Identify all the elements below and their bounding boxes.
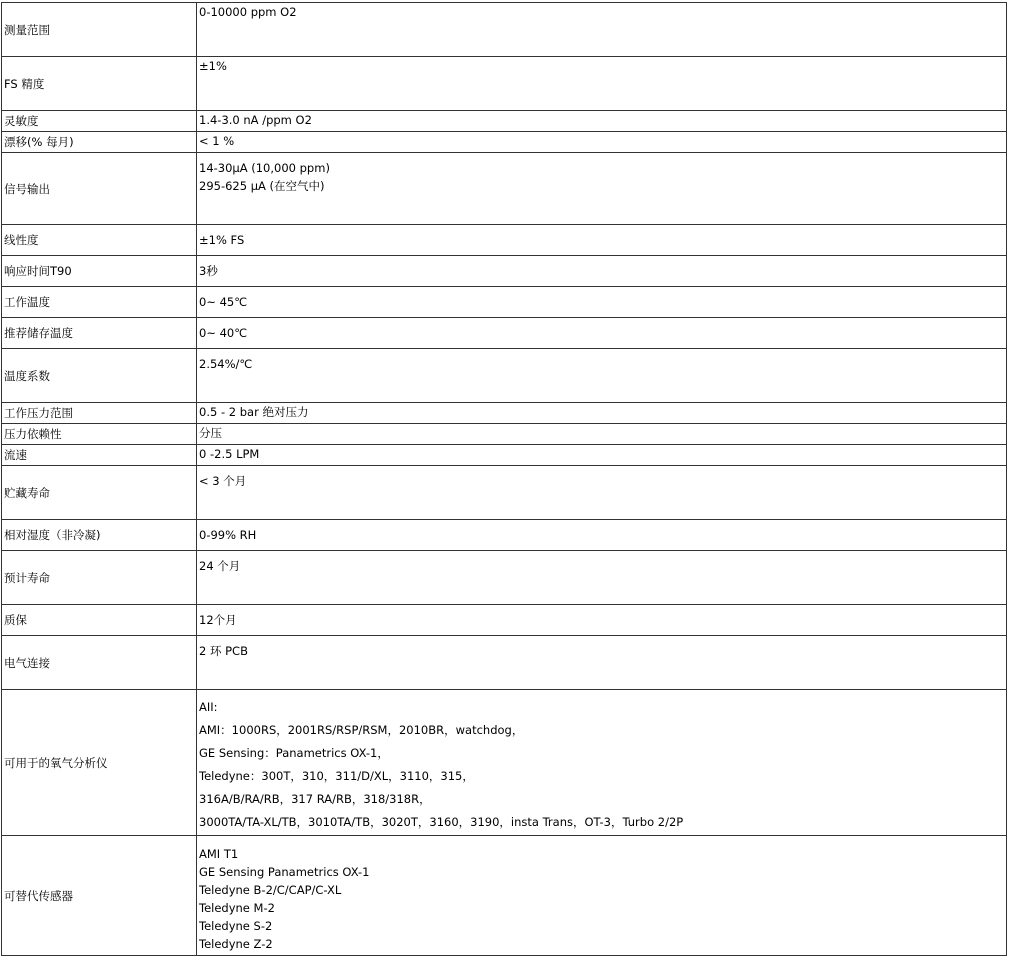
row-label: 流速 xyxy=(2,445,197,466)
value-line: 0.5 - 2 bar 绝对压力 xyxy=(199,405,309,419)
row-label: 贮藏寿命 xyxy=(2,466,197,520)
value-line: 分压 xyxy=(199,426,222,440)
table-row xyxy=(2,466,1007,520)
value-line: ±1% xyxy=(199,59,227,73)
row-label: 预计寿命 xyxy=(2,551,197,605)
value-line: 0~ 40℃ xyxy=(199,326,248,340)
row-label: 压力依赖性 xyxy=(2,424,197,445)
row-value xyxy=(197,636,1007,690)
row-label: 工作温度 xyxy=(2,287,197,318)
value-line: 24 个月 xyxy=(199,559,241,573)
row-value xyxy=(197,318,1007,349)
row-label: 可用于的氧气分析仪 xyxy=(2,690,197,836)
row-value xyxy=(197,225,1007,256)
value-line: 316A/B/RA/RB，317 RA/RB，318/318R， xyxy=(199,792,431,806)
value-line: AMI：1000RS，2001RS/RSP/RSM，2010BR，watchdog， xyxy=(199,723,524,737)
row-value xyxy=(197,287,1007,318)
row-label: 相对湿度（非冷凝) xyxy=(2,520,197,551)
table-row xyxy=(2,836,1007,956)
value-line: 0-99% RH xyxy=(199,528,257,542)
table-row xyxy=(2,256,1007,287)
value-line: Teledyne B-2/C/CAP/C-XL xyxy=(199,883,342,897)
table-row xyxy=(2,318,1007,349)
value-line: 295-625 µA (在空气中) xyxy=(199,179,325,193)
row-label: 测量范围 xyxy=(2,3,197,57)
spec-table xyxy=(1,2,1007,956)
table-row xyxy=(2,132,1007,153)
row-value xyxy=(197,424,1007,445)
row-label: 质保 xyxy=(2,605,197,636)
row-label: 灵敏度 xyxy=(2,111,197,132)
value-line: AMI T1 xyxy=(199,847,239,861)
table-row xyxy=(2,424,1007,445)
value-line: 12个月 xyxy=(199,613,237,627)
row-value xyxy=(197,153,1007,225)
row-label: 电气连接 xyxy=(2,636,197,690)
value-line: GE Sensing：Panametrics OX-1， xyxy=(199,746,389,760)
row-value xyxy=(197,256,1007,287)
row-label: 信号输出 xyxy=(2,153,197,225)
row-label: 推荐储存温度 xyxy=(2,318,197,349)
table-row xyxy=(2,520,1007,551)
value-line: 1.4-3.0 nA /ppm O2 xyxy=(199,113,312,127)
value-line: AII: xyxy=(199,700,218,714)
table-row xyxy=(2,3,1007,57)
value-line: 0~ 45℃ xyxy=(199,295,248,309)
row-value xyxy=(197,520,1007,551)
row-value xyxy=(197,836,1007,956)
table-row xyxy=(2,111,1007,132)
row-value xyxy=(197,349,1007,403)
row-label: 线性度 xyxy=(2,225,197,256)
table-row xyxy=(2,551,1007,605)
row-value xyxy=(197,111,1007,132)
row-value xyxy=(197,605,1007,636)
value-line: GE Sensing Panametrics OX-1 xyxy=(199,865,370,879)
row-value xyxy=(197,57,1007,111)
value-line: ±1% FS xyxy=(199,233,245,247)
table-row xyxy=(2,445,1007,466)
value-line: Teledyne M-2 xyxy=(199,901,275,915)
value-line: 0-10000 ppm O2 xyxy=(199,5,297,19)
row-value xyxy=(197,690,1007,836)
row-label: 响应时间T90 xyxy=(2,256,197,287)
row-value xyxy=(197,3,1007,57)
table-row xyxy=(2,153,1007,225)
value-line: 0 -2.5 LPM xyxy=(199,447,260,461)
row-value xyxy=(197,132,1007,153)
row-label: 温度系数 xyxy=(2,349,197,403)
table-row xyxy=(2,225,1007,256)
value-line: Teledyne Z-2 xyxy=(199,937,273,951)
value-line: Teledyne S-2 xyxy=(199,919,273,933)
row-value xyxy=(197,466,1007,520)
value-line: 2 环 PCB xyxy=(199,644,248,658)
value-line: < 3 个月 xyxy=(199,474,247,488)
table-row xyxy=(2,403,1007,424)
row-value xyxy=(197,551,1007,605)
value-line: 2.54%/℃ xyxy=(199,357,253,371)
value-line: < 1 % xyxy=(199,134,235,148)
row-label: 工作压力范围 xyxy=(2,403,197,424)
table-row xyxy=(2,605,1007,636)
row-label: 可替代传感器 xyxy=(2,836,197,956)
value-line: 14-30µA (10,000 ppm) xyxy=(199,161,330,175)
table-row xyxy=(2,690,1007,836)
table-row xyxy=(2,287,1007,318)
table-row xyxy=(2,349,1007,403)
row-value xyxy=(197,445,1007,466)
value-line: Teledyne：300T，310，311/D/XL，3110，315， xyxy=(199,769,474,783)
table-row xyxy=(2,636,1007,690)
table-row xyxy=(2,57,1007,111)
row-label: FS 精度 xyxy=(2,57,197,111)
value-line: 3秒 xyxy=(199,264,218,278)
row-label: 漂移(% 每月) xyxy=(2,132,197,153)
row-value xyxy=(197,403,1007,424)
value-line: 3000TA/TA-XL/TB，3010TA/TB，3020T，3160，3190，insta Trans，OT-3，Turbo 2/2P xyxy=(199,815,684,829)
